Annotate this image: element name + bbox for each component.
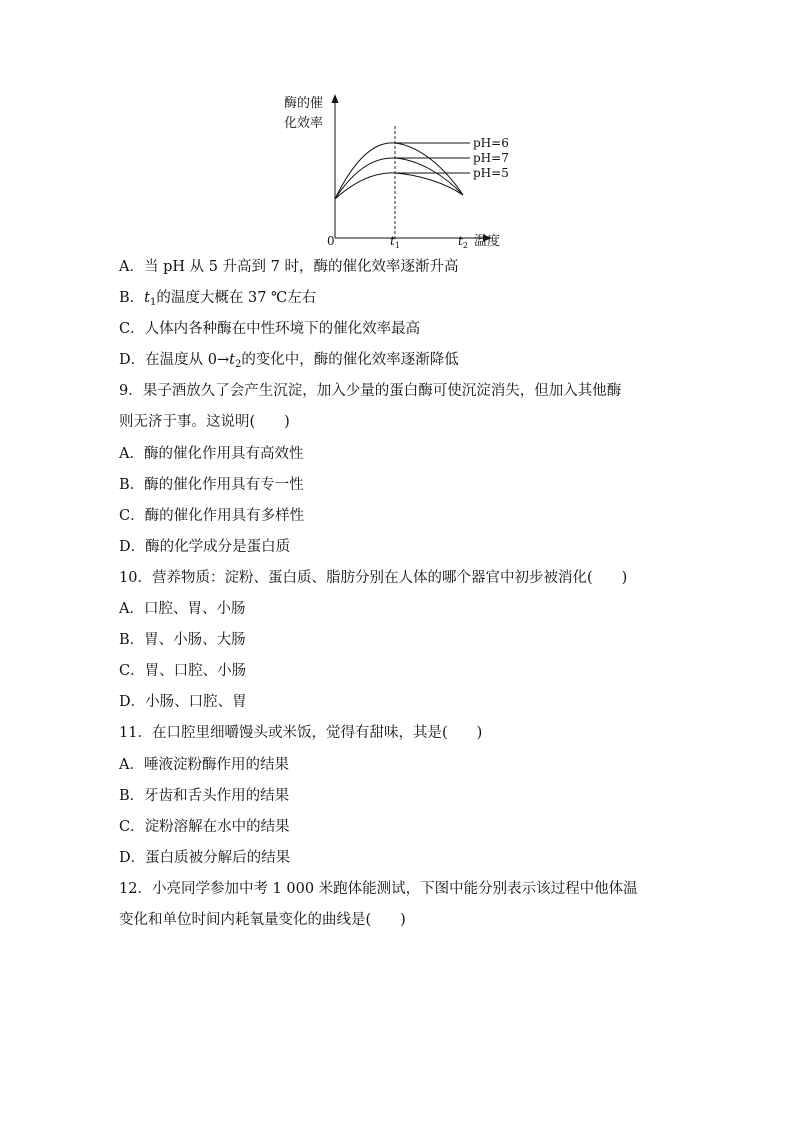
q11-option-c: C．淀粉溶解在水中的结果 xyxy=(119,818,290,835)
q8-option-a: A．当 pH 从 5 升高到 7 时，酶的催化效率逐渐升高 xyxy=(119,259,459,275)
q12-stem-line2: 变化和单位时间内耗氧量变化的曲线是( ) xyxy=(119,911,406,928)
x-axis-label: 温度 xyxy=(474,234,501,249)
y-label-line1: 酶的催 xyxy=(284,96,324,111)
q10-option-a: A．口腔、胃、小肠 xyxy=(119,601,246,618)
q12-stem-line1: 12．小亮同学参加中考 1 000 米跑体能测试，下图中能分别表示该过程中他体温 xyxy=(119,880,638,897)
y-axis-arrow xyxy=(332,94,339,103)
x-tick-t2: $t_2$ xyxy=(458,234,468,250)
curve-ph7 xyxy=(335,158,463,199)
q11-option-d: D．蛋白质被分解后的结果 xyxy=(119,849,291,866)
q11-stem: 11．在口腔里细嚼馒头或米饭，觉得有甜味，其是( ) xyxy=(119,725,483,742)
q9-option-d: D．酶的化学成分是蛋白质 xyxy=(119,538,291,555)
q10-option-c: C．胃、口腔、小肠 xyxy=(119,663,247,680)
q8-option-d: D．在温度从 $0\to t_2$的变化中，酶的催化效率逐渐降低 xyxy=(119,352,459,371)
curve-ph5 xyxy=(335,173,463,199)
q8-option-b: B．$t_1$的温度大概在 37 ℃左右 xyxy=(119,290,317,309)
question-text xyxy=(119,252,719,936)
chart-svg xyxy=(280,88,520,253)
q11-option-b: B．牙齿和舌头作用的结果 xyxy=(119,787,290,804)
q10-option-d: D．小肠、口腔、胃 xyxy=(119,694,247,711)
q9-stem-line2: 则无济于事。这说明( ) xyxy=(119,414,290,431)
q8-option-c: C．人体内各种酶在中性环境下的催化效率最高 xyxy=(119,321,421,338)
x-tick-t1: $t_1$ xyxy=(390,234,400,250)
series-label-ph6: pH=6 xyxy=(473,136,509,150)
origin-label: 0 xyxy=(327,234,335,248)
curve-ph6 xyxy=(335,143,463,199)
q9-stem-line1: 9．果子酒放久了会产生沉淀，加入少量的蛋白酶可使沉淀消失，但加入其他酶 xyxy=(119,383,622,400)
q9-option-b: B．酶的催化作用具有专一性 xyxy=(119,476,304,493)
series-label-ph7: pH=7 xyxy=(473,151,509,165)
q9-option-c: C．酶的催化作用具有多样性 xyxy=(119,507,305,524)
q9-option-a: A．酶的催化作用具有高效性 xyxy=(119,445,304,462)
enzyme-ph-chart xyxy=(280,88,520,253)
q10-stem: 10．营养物质：淀粉、蛋白质、脂肪分别在人体的哪个器官中初步被消化( ) xyxy=(119,569,628,586)
q11-option-a: A．唾液淀粉酶作用的结果 xyxy=(119,756,289,773)
series-label-ph5: pH=5 xyxy=(473,166,509,180)
q10-option-b: B．胃、小肠、大肠 xyxy=(119,632,246,649)
y-label-line2: 化效率 xyxy=(284,116,324,131)
